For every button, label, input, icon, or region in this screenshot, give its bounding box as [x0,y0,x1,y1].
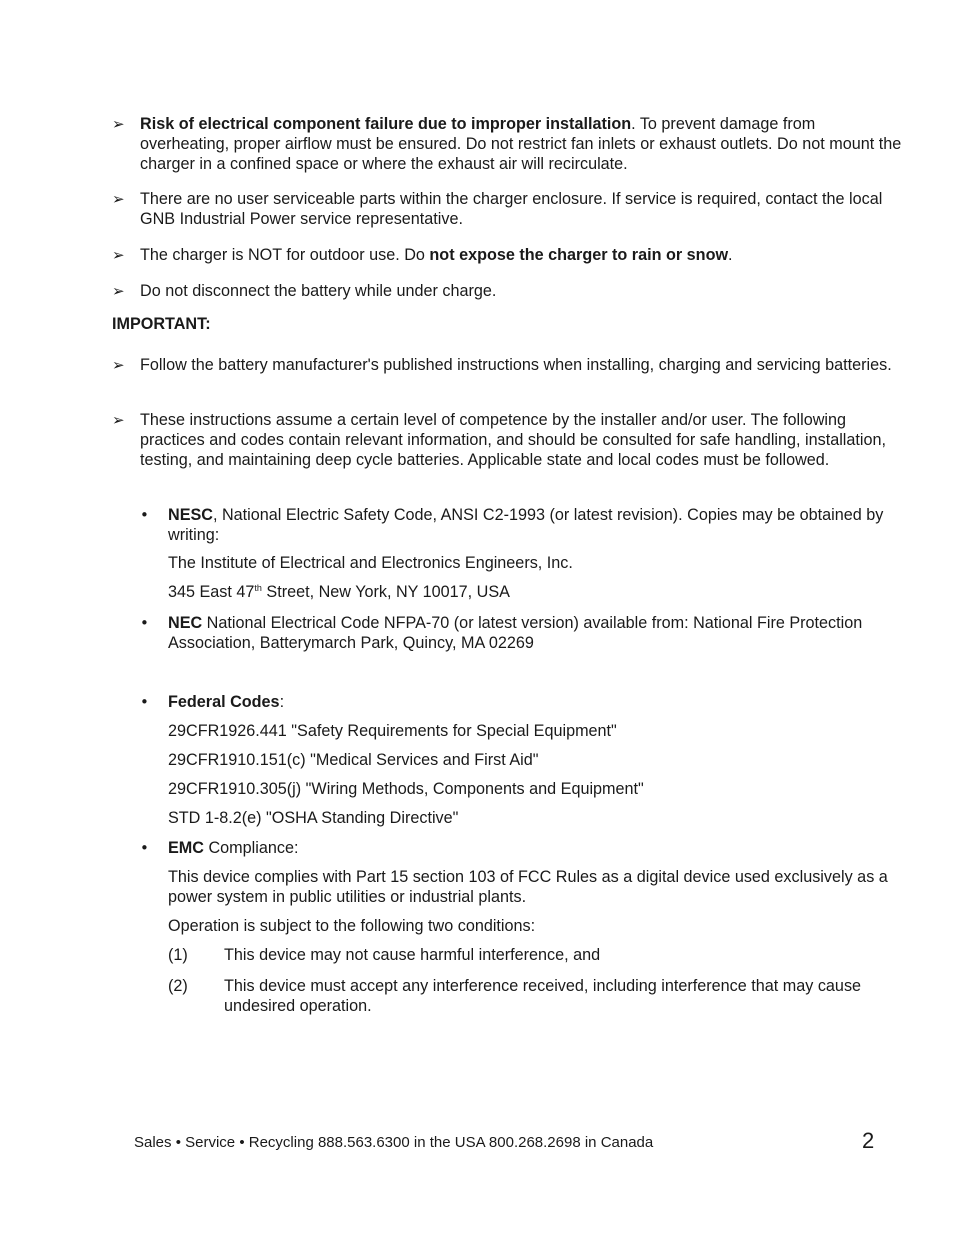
nesc-item: NESC, National Electric Safety Code, ANSI C2-1993 (or latest revision). Copies may be obtained by writing: [168,506,884,544]
emc-conditions-intro: Operation is subject to the following two conditions: [168,917,536,935]
bullet-icon: • [140,839,149,857]
warning-bold: Risk of electrical component failure due to improper installation [140,115,632,133]
nesc-address-line2: 345 East 47th Street, New York, NY 10017, USA [168,583,510,601]
nesc-address-line1: The Institute of Electrical and Electronics Engineers, Inc. [168,554,573,572]
warning-item-outdoor [112,245,902,265]
arrow-bullet-icon: ➢ [112,190,125,208]
page-footer: Sales • Service • Recycling 888.563.6300 in the USA 800.268.2698 in Canada [134,1134,654,1151]
footer-dot: • [239,1134,245,1151]
arrow-bullet-icon: ➢ [112,411,125,429]
condition-text: This device must accept any interference received, including interference that may cause undesired operation. [224,977,862,1015]
emc-paragraph: This device complies with Part 15 section 103 of FCC Rules as a digital device used exclusively as a power system in public utilities or industrial plants. [168,868,888,906]
federal-code-line: 29CFR1910.151(c) "Medical Services and First Aid" [168,751,539,769]
arrow-bullet-icon: ➢ [112,115,125,133]
important-item-competence [112,410,902,470]
nec-item: NEC National Electrical Code NFPA-70 (or latest version) available from: National Fire Protection Association, Batterymarch Park, Quincy, MA 02269 [168,614,863,652]
condition-text: This device may not cause harmful interference, and [224,946,601,964]
arrow-bullet-icon: ➢ [112,356,125,374]
condition-number: (1) [168,946,188,964]
warning-item-service [112,189,902,229]
warning-text: Do not disconnect the battery while under charge. [140,282,497,300]
warning-text: Risk of electrical component failure due to improper installation. To prevent damage from overheating, proper airflow must be ensured. Do not restrict fan inlets or exhaust outlets. Do not mount the charger in a confined space or where the exhaust air will recirculate. [140,115,902,173]
warning-item-installation [112,114,902,174]
bullet-icon: • [140,614,149,632]
important-heading: IMPORTANT: [112,315,211,333]
important-text: Follow the battery manufacturer's published instructions when installing, charging and servicing batteries. [140,356,892,374]
arrow-bullet-icon: ➢ [112,246,125,264]
condition-number: (2) [168,977,188,995]
federal-code-line: 29CFR1910.305(j) "Wiring Methods, Components and Equipment" [168,780,644,798]
warning-text: The charger is NOT for outdoor use. Do not expose the charger to rain or snow. [140,246,733,264]
important-text: These instructions assume a certain level of competence by the installer and/or user. The following practices and codes contain relevant information, and should be consulted for safe handling, installation, testing, and maintaining deep cycle batteries. Applicable state and local codes must be followed. [140,411,886,469]
page-number: 2 [862,1128,875,1153]
warning-item-disconnect [112,281,902,301]
bullet-icon: • [140,506,149,524]
federal-codes-heading: Federal Codes: [168,693,285,711]
footer-dot: • [175,1134,181,1151]
federal-code-line: STD 1-8.2(e) "OSHA Standing Directive" [168,809,459,827]
important-item-manufacturer [112,355,902,375]
federal-code-line: 29CFR1926.441 "Safety Requirements for Special Equipment" [168,722,617,740]
arrow-bullet-icon: ➢ [112,282,125,300]
bullet-icon: • [140,693,149,711]
emc-heading: EMC Compliance: [168,839,299,857]
warning-text: There are no user serviceable parts within the charger enclosure. If service is required, contact the local GNB Industrial Power service representative. [140,190,883,228]
